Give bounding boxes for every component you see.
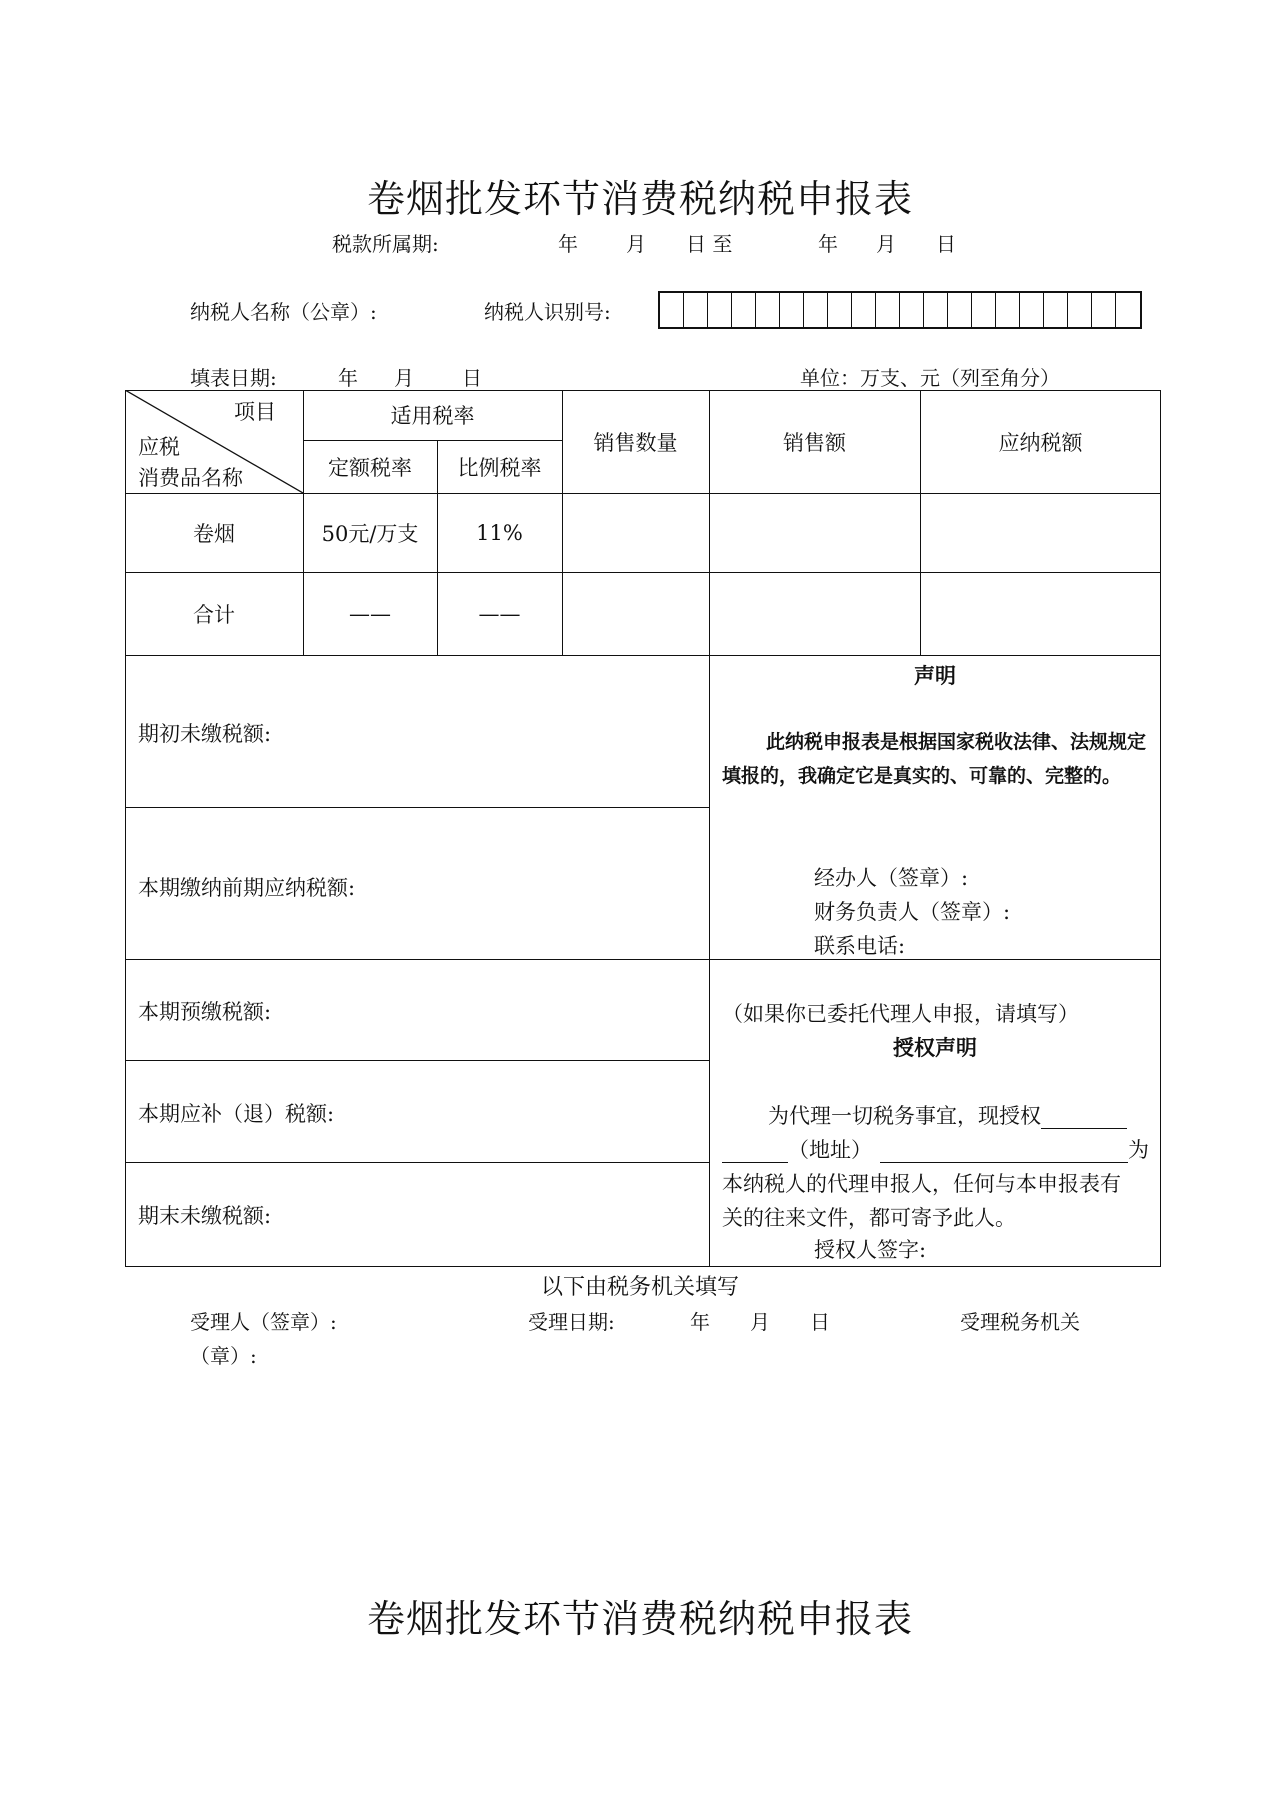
field-closing-unpaid: 期末未缴税额:	[138, 1204, 272, 1228]
receipt-month: 月	[750, 1310, 770, 1334]
taxpayer-name-label: 纳税人名称（公章）:	[190, 300, 377, 324]
taxpayer-id-digit-box[interactable]	[996, 293, 1020, 327]
header-sales-qty: 销售数量	[593, 430, 678, 455]
row-total-sales-qty-input[interactable]	[562, 572, 709, 655]
receipt-date-label: 受理日期:	[528, 1310, 615, 1334]
row-cigarette-sales-qty-input[interactable]	[562, 493, 709, 572]
taxpayer-id-digit-box[interactable]	[924, 293, 948, 327]
left-field-divider	[125, 807, 709, 808]
page-title: 卷烟批发环节消费税纳税申报表	[366, 177, 913, 221]
period-day-end: 日	[936, 232, 956, 256]
row-total-tax-input[interactable]	[920, 572, 1161, 655]
header-tax-payable: 应纳税额	[998, 430, 1083, 455]
taxpayer-id-digit-box[interactable]	[1020, 293, 1044, 327]
receiver-signature[interactable]: 受理人（签章）:	[190, 1310, 337, 1334]
taxpayer-id-digit-box[interactable]	[660, 293, 684, 327]
declaration-body: 此纳税申报表是根据国家税收法律、法规规定填报的，我确定它是真实的、可靠的、完整的。	[722, 731, 1147, 787]
fill-year: 年	[338, 366, 358, 390]
receipt-day: 日	[810, 1310, 830, 1334]
taxpayer-id-digit-box[interactable]	[900, 293, 924, 327]
row-cigarette-tax-input[interactable]	[920, 493, 1161, 572]
taxpayer-id-digit-box[interactable]	[732, 293, 756, 327]
office-seal[interactable]: （章）:	[190, 1344, 257, 1368]
header-item: 项目	[234, 400, 276, 424]
receipt-year: 年	[690, 1310, 710, 1334]
period-label: 税款所属期:	[332, 232, 439, 256]
row-total-fixed-rate: ——	[349, 601, 391, 626]
taxpayer-id-label: 纳税人识别号:	[484, 300, 611, 324]
period-day-start: 日 至	[686, 232, 733, 256]
fill-date-label: 填表日期:	[190, 366, 277, 390]
left-field-divider	[125, 1060, 709, 1061]
agent-signature[interactable]: 经办人（签章）:	[814, 866, 969, 890]
section-divider	[125, 959, 1161, 960]
taxpayer-id-digit-box[interactable]	[780, 293, 804, 327]
taxpayer-id-digit-box[interactable]	[756, 293, 780, 327]
fill-day: 日	[462, 366, 482, 390]
tax-office-heading: 以下由税务机关填写	[540, 1275, 739, 1300]
row-total-ratio-rate: ——	[478, 601, 521, 626]
row-cigarette-sales-amt-input[interactable]	[709, 493, 920, 572]
taxpayer-id-digit-box[interactable]	[1044, 293, 1068, 327]
field-opening-unpaid: 期初未缴税额:	[138, 722, 272, 746]
authorization-line4: 关的往来文件，都可寄予此人。	[722, 1206, 1016, 1230]
row-total-name: 合计	[193, 602, 235, 627]
finance-signature[interactable]: 财务负责人（签章）:	[814, 900, 1011, 924]
taxpayer-id-digit-box[interactable]	[804, 293, 828, 327]
row-cigarette-ratio-rate: 11%	[476, 520, 523, 545]
header-sales-amount: 销售额	[783, 430, 846, 455]
row-cigarette-name: 卷烟	[193, 521, 235, 546]
field-prepaid: 本期预缴税额:	[138, 1000, 272, 1024]
authorization-title: 授权声明	[893, 1036, 977, 1060]
fill-month: 月	[394, 366, 414, 390]
contact-phone[interactable]: 联系电话:	[814, 934, 906, 958]
authorization-line2	[722, 1134, 1149, 1164]
page-title-repeat: 卷烟批发环节消费税纳税申报表	[366, 1597, 913, 1641]
taxpayer-id-digit-box[interactable]	[948, 293, 972, 327]
header-rate-fixed: 定额税率	[328, 455, 412, 480]
taxpayer-id-digit-box[interactable]	[972, 293, 996, 327]
field-prior-paid: 本期缴纳前期应纳税额:	[138, 876, 356, 900]
period-year-end: 年	[818, 232, 838, 256]
period-year-start: 年	[558, 232, 578, 256]
authorization-note: （如果你已委托代理人申报，请填写）	[722, 1002, 1079, 1026]
taxpayer-id-boxes[interactable]	[658, 291, 1142, 329]
row-total-sales-amt-input[interactable]	[709, 572, 920, 655]
authorization-line1	[768, 1100, 1127, 1130]
total-row-bottom	[125, 655, 1161, 656]
header-rate-ratio: 比例税率	[457, 455, 542, 480]
field-refund: 本期应补（退）税额:	[138, 1102, 335, 1126]
taxpayer-id-digit-box[interactable]	[852, 293, 876, 327]
address-label: （地址）	[788, 1138, 872, 1162]
taxpayer-id-digit-box[interactable]	[684, 293, 708, 327]
left-field-divider	[125, 1162, 709, 1163]
agent-name-blank[interactable]	[1041, 1104, 1127, 1129]
agent-name-blank-cont[interactable]	[722, 1138, 788, 1163]
taxpayer-id-digit-box[interactable]	[828, 293, 852, 327]
header-rate-group: 适用税率	[390, 404, 475, 428]
taxpayer-id-digit-box[interactable]	[876, 293, 900, 327]
receiving-office: 受理税务机关	[960, 1310, 1080, 1334]
header-taxable-line1: 应税	[138, 435, 180, 459]
authorization-line1-text: 为代理一切税务事宜，现授权	[768, 1104, 1041, 1128]
period-month-start: 月	[626, 232, 646, 256]
address-blank[interactable]	[880, 1138, 1128, 1163]
taxpayer-id-digit-box[interactable]	[708, 293, 732, 327]
header-taxable-line2: 消费品名称	[138, 466, 243, 490]
declaration-title: 声明	[914, 664, 956, 688]
taxpayer-id-digit-box[interactable]	[1092, 293, 1116, 327]
taxpayer-id-digit-box[interactable]	[1116, 293, 1140, 327]
authorization-line3: 本纳税人的代理申报人，任何与本申报表有	[722, 1172, 1121, 1196]
authorization-wei: 为	[1128, 1138, 1149, 1162]
unit-note: 单位：万支、元（列至角分）	[800, 366, 1060, 390]
row-cigarette-fixed-rate: 50元/万支	[321, 521, 419, 546]
taxpayer-id-digit-box[interactable]	[1068, 293, 1092, 327]
period-month-end: 月	[876, 232, 896, 256]
authorizer-signature[interactable]: 授权人签字:	[814, 1238, 927, 1262]
